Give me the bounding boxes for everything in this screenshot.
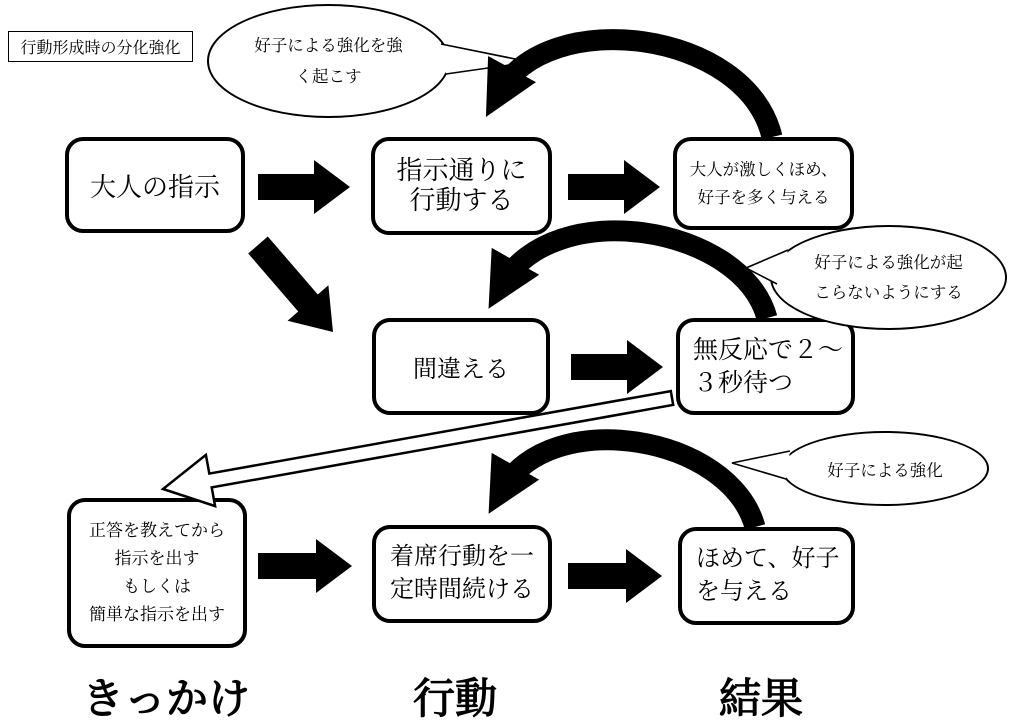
arrow-seated-to-praise-icon [568,549,662,603]
text-line: 好子による強化が起 [814,252,963,272]
text-line: 行動する [409,186,514,215]
footer-label-behavior: 行動 [413,675,498,722]
arrow-mistake-to-noreaction-icon [571,340,663,394]
arc-feedback-row3 [502,440,755,527]
footer-label-cue: きっかけ [82,675,251,722]
box-praise-give [678,527,855,625]
text-line: 正答を教えてから [89,521,225,540]
text-line: く起こす [295,67,362,86]
arc-feedback-row1 [499,40,772,137]
text-line: 好子による強化を強 [254,36,403,55]
speech-bubble-prevent-reinforcement [770,225,1007,330]
text-line: 無反応で２～ [693,336,844,364]
bubble-tail-strong-reinforcement [441,44,530,74]
arrow-teach-to-seated-icon [258,539,352,593]
box-act-as-instructed [371,137,552,235]
arrow-instructed-to-praise-icon [568,160,660,214]
text-line: ３秒待つ [693,369,794,397]
text-line: 着席行動を一 [390,544,534,570]
text-line: を与える [696,579,792,605]
text-line: 指示通りに [396,156,527,185]
arc-feedback-row2 [502,231,767,318]
text-line: ほめて、好子 [696,546,840,572]
box-adult-instruction [65,137,245,233]
text-line: もしくは [123,577,191,596]
text-line: 大人が激しくほめ、 [689,159,838,179]
box-teach-answer [67,498,247,648]
text-line: 簡単な指示を出す [89,605,225,624]
diagram-title [8,31,193,62]
box-no-reaction-wait [676,318,855,415]
arrow-diagonal-branch-icon [248,237,333,333]
box-make-mistake [372,318,550,415]
footer-label-result: 結果 [719,675,804,722]
text-line: 間違える [413,357,509,383]
box-praise-and-reward [673,137,854,230]
text-line: 指示を出す [114,549,200,568]
text-line: 大人の指示 [89,172,220,202]
text-line: 定時間続ける [390,577,534,603]
speech-bubble-reinforcement [781,431,989,506]
speech-bubble-strong-reinforcement [207,4,450,118]
text-line: 好子を多く与える [697,187,830,207]
text-line: こらないようにする [814,282,963,302]
text-line: 好子による強化 [827,460,943,480]
box-stay-seated [372,525,552,623]
arrow-adult-to-instructed-icon [258,160,350,214]
diagram-title-text: 行動形成時の分化強化 [20,40,181,57]
